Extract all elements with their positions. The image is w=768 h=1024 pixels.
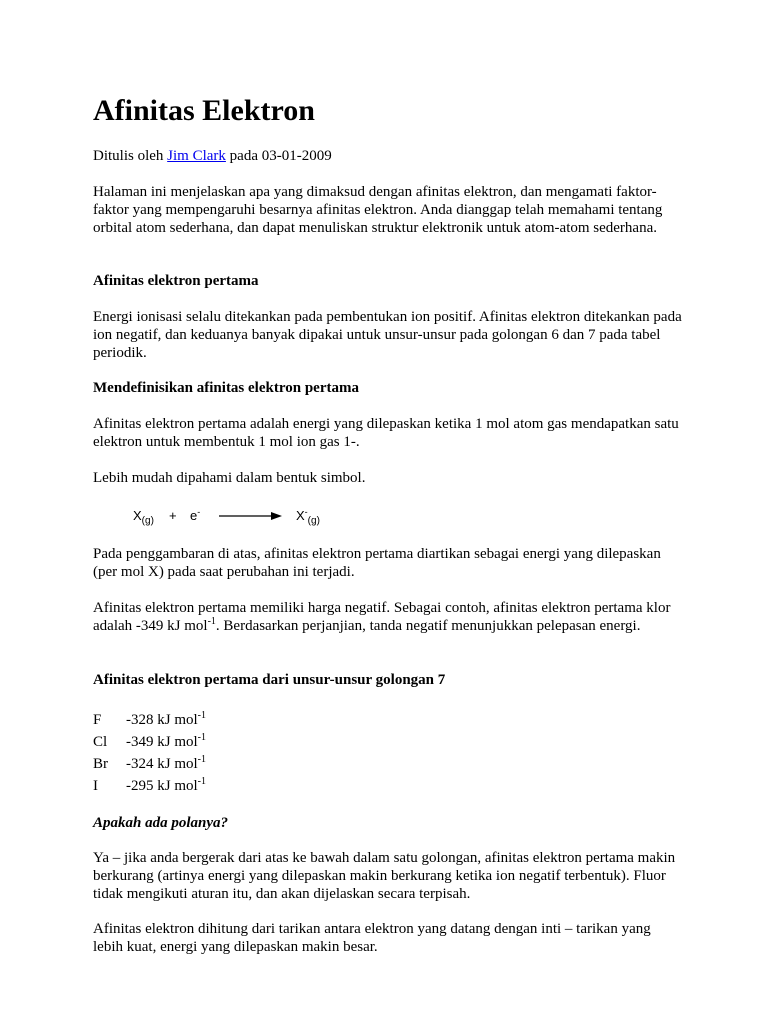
negative-value-paragraph: Afinitas elektron pertama memiliki harga negatif. Sebagai contoh, afinitas elektron pertama klor adalah -349 kJ mol$^{-1}$. Berdasarkan perjanjian, tanda negatif menunjukkan pelepasan energi. xyxy=(93,600,671,634)
section-heading-first-affinity: Afinitas elektron pertama xyxy=(93,273,259,289)
affinity-value: -324 kJ mol$^{-1}$ xyxy=(126,754,207,772)
pattern-paragraph: Ya – jika anda bergerak dari atas ke bawah dalam satu golongan, afinitas elektron pertama makin berkurang (artinya energi yang dilepaskan makin berkurang ketika ion negatif terbentuk). Fluor tidak mengikuti aturan itu, dan akan dijelaskan secara terpisah. xyxy=(93,850,676,902)
reaction-equation xyxy=(133,506,373,528)
affinity-value: -349 kJ mol$^{-1}$ xyxy=(126,732,207,750)
attraction-paragraph: Afinitas elektron dihitung dari tarikan antara elektron yang datang dengan inti – tarikan yang lebih kuat, energi yang dilepaskan makin besar. xyxy=(93,921,651,955)
author-link[interactable]: Jim Clark xyxy=(167,148,226,164)
explanation-paragraph: Pada penggambaran di atas, afinitas elektron pertama diartikan sebagai energi yang dilepaskan (per mol X) pada saat perubahan ini terjadi. xyxy=(93,546,661,580)
equation-plus: + xyxy=(169,508,177,523)
ionization-paragraph: Energi ionisasi selalu ditekankan pada pembentukan ion positif. Afinitas elektron ditekankan pada ion negatif, dan keduanya banyak dipakai untuk unsur-unsur pada golongan 6 dan 7 pada tabel periodik. xyxy=(93,309,682,361)
symbol-intro: Lebih mudah dipahami dalam bentuk simbol. xyxy=(93,470,366,486)
section-heading-group7: Afinitas elektron pertama dari unsur-unsur golongan 7 xyxy=(93,672,446,688)
section-heading-pattern: Apakah ada polanya? xyxy=(93,815,229,831)
byline-prefix: Ditulis oleh xyxy=(93,148,164,164)
affinity-value: -295 kJ mol$^{-1}$ xyxy=(126,776,207,794)
definition-paragraph: Afinitas elektron pertama adalah energi yang dilepaskan ketika 1 mol atom gas mendapatkan satu elektron untuk membentuk 1 mol ion gas 1-. xyxy=(93,416,679,450)
element-symbol: I xyxy=(93,778,98,794)
byline-date: 03-01-2009 xyxy=(261,148,332,164)
equation-product: $X^-_{(g)}$ xyxy=(296,507,320,527)
equation-electron: e- xyxy=(190,507,201,523)
element-symbol: Cl xyxy=(93,734,108,750)
element-symbol: Br xyxy=(93,756,108,772)
section-heading-definition: Mendefinisikan afinitas elektron pertama xyxy=(93,380,359,396)
page-title: Afinitas Elektron xyxy=(93,94,315,127)
byline-middle: pada xyxy=(229,148,258,164)
affinity-value: -328 kJ mol$^{-1}$ xyxy=(126,710,207,728)
intro-paragraph: Halaman ini menjelaskan apa yang dimaksud dengan afinitas elektron, dan mengamati faktor-faktor yang mempengaruhi besarnya afinitas elektron. Anda dianggap telah memahami tentang orbital atom sederhana, dan dapat menuliskan struktur elektronik untuk atom-atom sederhana. xyxy=(93,184,663,236)
equation-reactant: $X_{(g)}$ xyxy=(133,508,154,527)
reaction-arrow-icon xyxy=(219,510,283,522)
element-symbol: F xyxy=(93,712,102,728)
byline xyxy=(93,147,683,165)
